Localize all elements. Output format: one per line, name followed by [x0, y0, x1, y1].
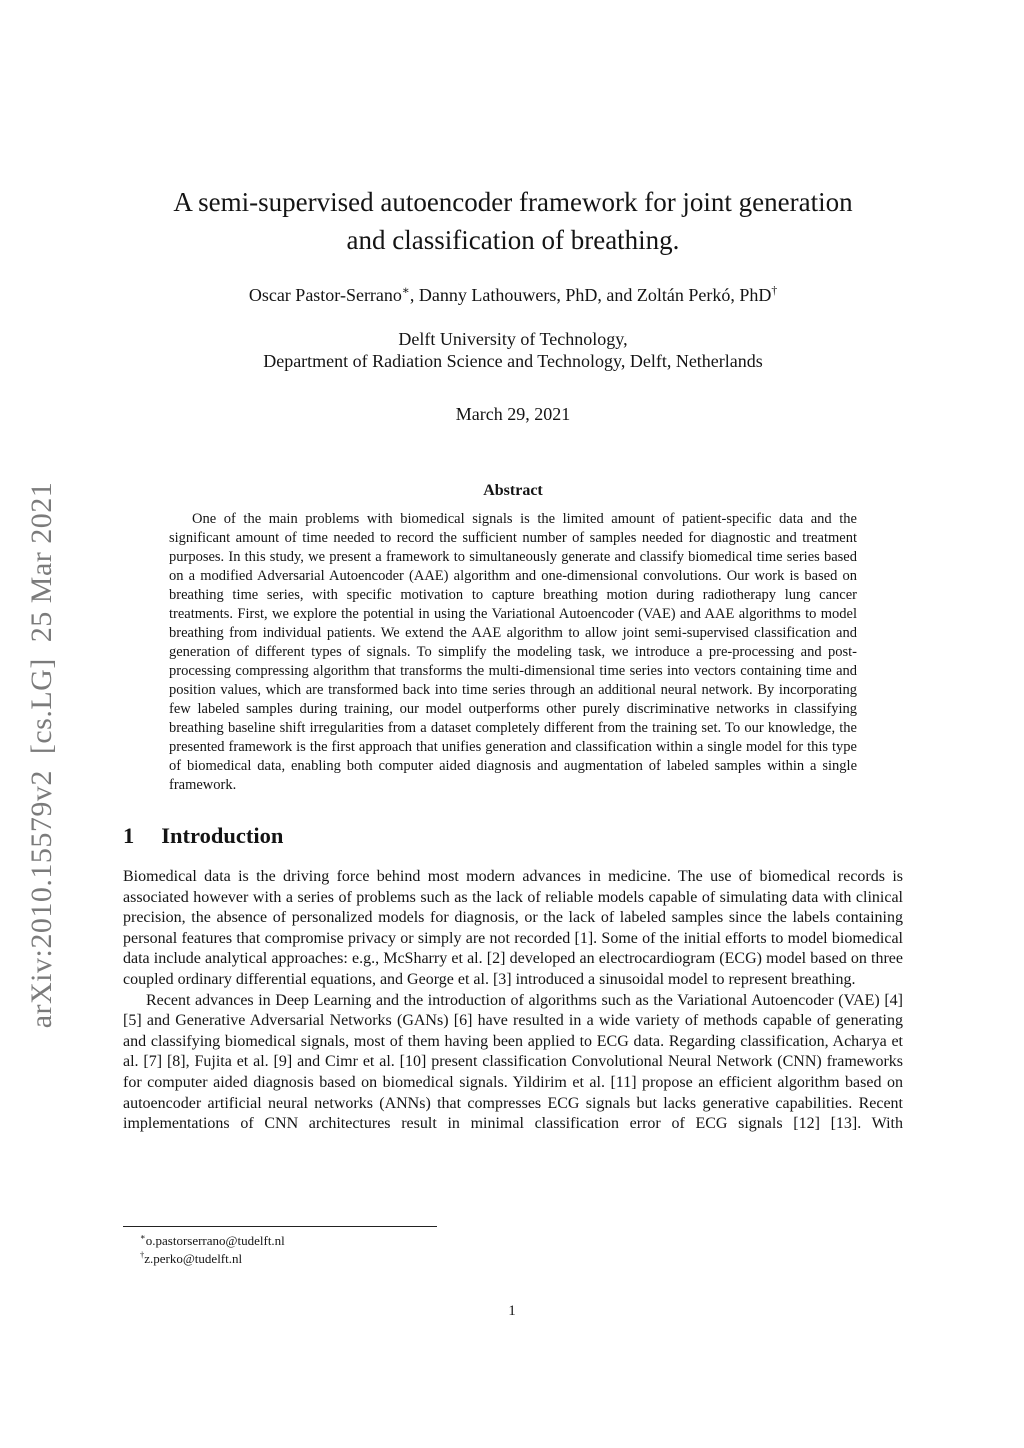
- footnote-rule: [123, 1226, 437, 1227]
- affiliation: [123, 328, 903, 372]
- author-3-footnote-mark: †: [771, 284, 778, 297]
- intro-paragraph-1: Biomedical data is the driving force behind most modern advances in medicine. The use of biomedical records is associated however with a series of problems such as the lack of reliable models capable of simulating data with clinical precision, the absence of personalized models for diagnosis, or the lack of labeled samples since the labels containing personal features that compromise privacy or simply are not recorded [1]. Some of the initial efforts to model biomedical data include analytical approaches: e.g., McSharry et al. [2] developed an electrocardiogram (ECG) model based on three coupled ordinary differential equations, and George et al. [3] introduced a sinusoidal model to represent breathing.: [123, 868, 903, 988]
- paper-title-line-1: A semi-supervised autoencoder framework for joint generation: [173, 187, 853, 217]
- paper-content: [123, 0, 903, 1135]
- footnote-2-text: z.perko@tudelft.nl: [144, 1250, 243, 1266]
- abstract-section: [123, 481, 903, 795]
- section-heading-introduction: [123, 821, 903, 851]
- author-line: [123, 283, 903, 307]
- paper-title-line-2: and classification of breathing.: [346, 225, 680, 255]
- section-title: Introduction: [161, 823, 284, 848]
- author-1-footnote-mark: ∗: [401, 284, 410, 297]
- section-number: 1: [123, 823, 135, 848]
- footnote-2: [123, 1250, 903, 1268]
- page-number: 1: [508, 1303, 516, 1319]
- footnote-2-mark: †: [140, 1249, 145, 1260]
- abstract-heading: Abstract: [483, 482, 543, 499]
- footnotes: [123, 1226, 903, 1267]
- intro-paragraph-2: Recent advances in Deep Learning and the introduction of algorithms such as the Variational Autoencoder (VAE) [4][5] and Generative Adversarial Networks (GANs) [6] have resulted in a wide variety of methods capable of generating and classifying biomedical signals, most of them having been applied to ECG data. Regarding classification, Acharya et al. [7] [8], Fujita et al. [9] and Cimr et al. [10] present classification Convolutional Neural Network (CNN) frameworks for computer aided diagnosis based on biomedical signals. Yildirim et al. [11] propose an efficient algorithm based on autoencoder artificial neural networks (ANNs) that compresses ECG signals but lacks generative capabilities. Recent implementations of CNN architectures result in minimal classification error of ECG signals [12] [13]. With: [123, 991, 903, 1133]
- author-names-2-3: , Danny Lathouwers, PhD, and Zoltán Perkó, PhD: [409, 285, 772, 305]
- affiliation-line-2: Department of Radiation Science and Technology, Delft, Netherlands: [263, 351, 763, 371]
- footnote-1-mark: ∗: [140, 1231, 146, 1242]
- footnote-1-text: o.pastorserrano@tudelft.nl: [145, 1233, 285, 1248]
- abstract-body: One of the main problems with biomedical signals is the limited amount of patient-specific data and the significant amount of time needed to record the sufficient number of samples needed for diagnostic and treatment purposes. In this study, we present a framework to simultaneously generate and classify biomedical time series based on a modified Adversarial Autoencoder (AAE) algorithm and one-dimensional convolutions. Our work is based on breathing time series, with specific motivation to capture breathing motion during radiotherapy lung cancer treatments. First, we explore the potential in using the Variational Autoencoder (VAE) and AAE algorithms to model breathing from individual patients. We extend the AAE algorithm to allow joint semi-supervised classification and generation of different types of signals. To simplify the modeling task, we introduce a pre-processing and post-processing compressing algorithm that transforms the multi-dimensional time series into vectors containing time and position values, which are transformed back into time series through an additional neural network. By incorporating few labeled samples during training, our model outperforms other purely discriminative networks in classifying breathing baseline shift irregularities from a dataset completely different from the training set. To our knowledge, the presented framework is the first approach that unifies generation and classification within a single model for this type of biomedical data, enabling both computer aided diagnosis and augmentation of labeled samples within a single framework.: [169, 511, 857, 793]
- paper-title: [123, 183, 903, 259]
- arxiv-watermark: arXiv:2010.15579v2 [cs.LG] 25 Mar 2021: [25, 481, 58, 1029]
- affiliation-line-1: Delft University of Technology,: [398, 329, 628, 349]
- author-name-1: Oscar Pastor-Serrano: [248, 285, 402, 305]
- footnote-1: [123, 1232, 903, 1250]
- paper-date: March 29, 2021: [455, 404, 571, 424]
